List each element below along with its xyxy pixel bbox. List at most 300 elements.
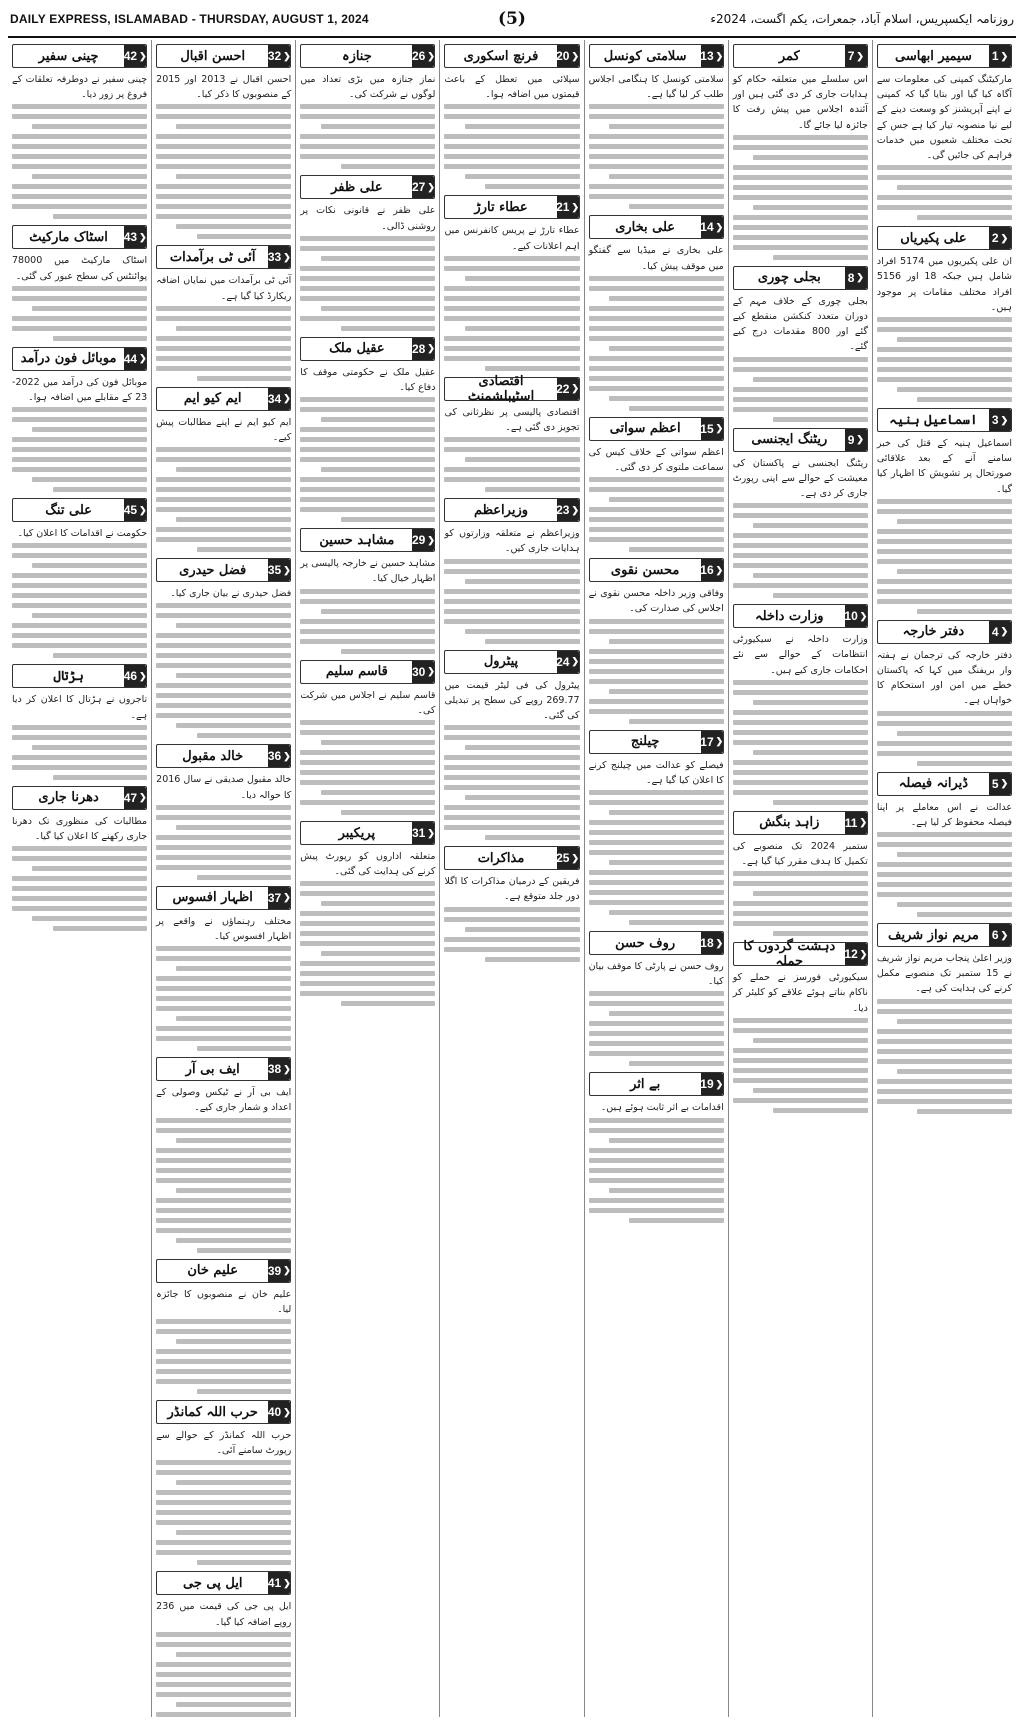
text-line	[300, 971, 435, 976]
text-line	[156, 366, 291, 371]
text-line	[12, 725, 147, 730]
text-line	[156, 653, 291, 658]
text-line	[300, 589, 435, 594]
text-line	[589, 114, 724, 119]
story-headline: کمر	[778, 48, 800, 64]
text-line	[877, 862, 1012, 867]
text-line	[589, 1021, 724, 1026]
text-line	[877, 1079, 1012, 1084]
text-line	[32, 306, 147, 311]
news-story	[444, 498, 579, 643]
story-number: 9	[847, 432, 855, 447]
story-headline-box	[444, 846, 579, 870]
text-line	[53, 653, 148, 658]
text-line	[877, 1029, 1012, 1034]
story-number: 46	[123, 669, 138, 684]
story-number-badge	[557, 499, 579, 521]
text-line	[32, 563, 147, 568]
story-number-badge	[268, 45, 290, 67]
story-number: 6	[991, 928, 999, 943]
text-line	[733, 1048, 868, 1053]
text-line	[197, 547, 292, 552]
text-line	[733, 533, 868, 538]
text-line	[321, 306, 436, 311]
text-line	[176, 1188, 291, 1193]
text-line	[589, 316, 724, 321]
text-line	[300, 720, 435, 725]
story-headline-box	[156, 1057, 291, 1081]
text-line	[753, 1038, 868, 1043]
story-headline-box	[733, 266, 868, 290]
text-line	[609, 1011, 724, 1016]
text-line	[485, 957, 580, 962]
text-line	[156, 497, 291, 502]
body-text-lines	[156, 306, 291, 381]
story-headline-box	[12, 664, 147, 688]
story-headline-box	[300, 660, 435, 684]
text-line	[300, 437, 435, 442]
chevron-right-icon: ❯	[715, 1078, 724, 1089]
body-text-lines	[589, 790, 724, 925]
text-line	[589, 840, 724, 845]
story-number: 2	[991, 231, 999, 246]
text-line	[176, 224, 291, 229]
story-headline: حرب اللہ کمانڈر	[167, 1404, 258, 1420]
text-line	[733, 780, 868, 785]
story-body: آئی ٹی برآمدات میں نمایاں اضافہ ریکارڈ کیا گیا ہے۔	[156, 275, 292, 302]
story-headline-box	[156, 44, 291, 68]
story-headline: مذاکرات	[477, 850, 525, 866]
text-line	[917, 761, 1012, 766]
story-headline-box	[733, 939, 868, 970]
chevron-right-icon: ❯	[571, 504, 580, 515]
body-text-lines	[300, 104, 435, 169]
body-text-lines	[733, 871, 868, 936]
text-line	[321, 790, 436, 795]
news-column	[439, 40, 583, 1717]
text-line	[156, 946, 291, 951]
text-line	[32, 866, 147, 871]
text-line	[156, 447, 291, 452]
text-line	[12, 643, 147, 648]
body-text-lines	[300, 881, 435, 1006]
story-headline-box	[300, 337, 435, 361]
story-number-badge	[845, 812, 867, 834]
story-body: احسن اقبال نے 2013 اور 2015 کے منصوبوں کا ذکر کیا۔	[156, 74, 292, 101]
text-line	[156, 1208, 291, 1213]
story-body: سیکیورٹی فورسز نے حملے کو ناکام بناتے ہوئے علاقے کو کلیئر کر دیا۔	[732, 972, 868, 1014]
story-headline-box	[877, 772, 1012, 796]
chevron-right-icon: ❯	[283, 564, 291, 575]
chevron-right-icon: ❯	[139, 670, 147, 681]
text-line	[176, 966, 291, 971]
story-body: اسماعیل ہنیہ کے قتل کی خبر سامنے آنے کے بعد علاقائی صورتحال پر تشویش کا اظہار کیا گیا۔	[876, 438, 1012, 495]
story-number-badge	[845, 605, 867, 627]
story-body: پیٹرول کی فی لیٹر قیمت میں 269.77 روپے کی سطح پر تبدیلی کی گئی۔	[444, 679, 580, 722]
story-headline: فرنچ اسکوری	[463, 48, 539, 64]
story-headline-box	[156, 387, 291, 411]
chevron-right-icon: ❯	[1000, 50, 1009, 61]
chevron-right-icon: ❯	[1000, 778, 1009, 789]
text-line	[629, 1218, 724, 1223]
story-number: 36	[267, 749, 282, 764]
story-number-badge	[845, 45, 867, 67]
text-line	[877, 529, 1012, 534]
story-headline: جنازہ	[341, 48, 372, 64]
text-line	[300, 941, 435, 946]
text-line	[156, 144, 291, 149]
text-line	[589, 477, 724, 482]
story-number-badge	[412, 45, 434, 67]
text-line	[589, 286, 724, 291]
news-story	[156, 1259, 291, 1394]
text-line	[444, 356, 579, 361]
text-line	[465, 745, 580, 750]
text-line	[321, 609, 436, 614]
story-number-badge	[268, 745, 290, 767]
text-line	[156, 1198, 291, 1203]
text-line	[300, 316, 435, 321]
text-line	[444, 907, 579, 912]
text-line	[156, 1550, 291, 1555]
text-line	[32, 477, 147, 482]
text-line	[733, 145, 868, 150]
text-line	[176, 467, 291, 472]
story-number: 27	[411, 180, 426, 195]
text-line	[12, 876, 147, 881]
text-line	[300, 931, 435, 936]
text-line	[156, 815, 291, 820]
text-line	[733, 911, 868, 916]
story-body: موبائل فون کی درآمد میں 2022-23 کے مقابلے میں اضافہ ہوا۔	[12, 376, 148, 404]
news-story	[300, 660, 435, 815]
story-number-badge	[412, 176, 434, 198]
text-line	[609, 689, 724, 694]
story-headline: پیٹرول	[483, 654, 519, 670]
story-number-badge	[701, 418, 723, 440]
text-line	[53, 214, 148, 219]
text-line	[609, 497, 724, 502]
body-text-lines	[733, 503, 868, 598]
story-headline: علی پکیریاں	[900, 230, 967, 246]
text-line	[753, 523, 868, 528]
text-line	[589, 699, 724, 704]
text-line	[156, 865, 291, 870]
story-headline-box	[733, 428, 868, 452]
text-line	[444, 336, 579, 341]
story-body: فضل حیدری نے بیان جاری کیا۔	[170, 588, 292, 600]
body-text-lines	[444, 256, 579, 371]
text-line	[300, 507, 435, 512]
story-headline: پریکیبر	[338, 825, 376, 841]
text-line	[589, 880, 724, 885]
text-line	[877, 357, 1012, 362]
text-line	[53, 926, 148, 931]
text-line	[589, 850, 724, 855]
chevron-right-icon: ❯	[283, 1265, 291, 1276]
text-line	[753, 1088, 868, 1093]
text-line	[156, 855, 291, 860]
text-line	[917, 1109, 1012, 1114]
story-body: چینی سفیر نے دوطرفہ تعلقات کے فروغ پر زور دیا۔	[12, 74, 148, 101]
text-line	[444, 765, 579, 770]
story-headline-box	[589, 558, 724, 582]
chevron-right-icon: ❯	[571, 50, 580, 61]
text-line	[877, 892, 1012, 897]
chevron-right-icon: ❯	[283, 1406, 291, 1417]
text-line	[877, 205, 1012, 210]
text-line	[733, 921, 868, 926]
story-body: اقتصادی پالیسی پر نظرثانی کی تجویز دی گئی ہے۔	[444, 406, 580, 434]
text-line	[733, 1078, 868, 1083]
text-line	[300, 921, 435, 926]
story-headline-box	[12, 786, 147, 810]
text-line	[156, 1178, 291, 1183]
text-line	[733, 135, 868, 140]
story-body: ایف بی آر نے ٹیکس وصولی کے اعداد و شمار جاری کیے۔	[156, 1087, 292, 1114]
text-line	[176, 673, 291, 678]
text-line	[444, 134, 579, 139]
text-line	[300, 780, 435, 785]
story-headline: احسن اقبال	[180, 48, 246, 64]
story-body: مطالبات کی منظوری تک دھرنا جاری رکھنے کا اعلان کیا گیا۔	[12, 815, 148, 843]
text-line	[156, 457, 291, 462]
text-line	[629, 1061, 724, 1066]
chevron-right-icon: ❯	[715, 564, 724, 575]
text-line	[176, 1702, 291, 1707]
story-headline-box	[300, 175, 435, 199]
text-line	[465, 276, 580, 281]
news-story	[877, 226, 1012, 402]
news-story	[300, 337, 435, 522]
story-number: 10	[844, 609, 858, 624]
text-line	[176, 1530, 291, 1535]
news-story	[12, 347, 147, 492]
text-line	[12, 286, 147, 291]
story-number-badge	[989, 621, 1011, 643]
text-line	[877, 1049, 1012, 1054]
text-line	[300, 760, 435, 765]
news-story	[732, 939, 868, 1113]
text-line	[877, 317, 1012, 322]
text-line	[733, 397, 868, 402]
chevron-right-icon: ❯	[139, 792, 147, 803]
text-line	[444, 346, 579, 351]
chevron-right-icon: ❯	[283, 1577, 291, 1588]
text-line	[444, 609, 579, 614]
text-line	[465, 457, 580, 462]
story-number: 42	[123, 49, 138, 63]
text-line	[300, 407, 435, 412]
text-line	[12, 457, 147, 462]
text-line	[897, 337, 1012, 342]
story-headline: مریم نواز شریف	[888, 927, 979, 943]
news-story	[12, 44, 147, 219]
masthead-english: DAILY EXPRESS, ISLAMABAD - THURSDAY, AUGUST 1, 2024	[10, 12, 369, 26]
text-line	[156, 693, 291, 698]
story-number: 7	[847, 49, 855, 63]
text-line	[156, 104, 291, 109]
text-line	[444, 589, 579, 594]
text-line	[300, 427, 435, 432]
text-line	[300, 457, 435, 462]
story-headline-box	[444, 498, 579, 522]
story-headline: ہڑتال	[53, 668, 84, 684]
body-text-lines	[444, 907, 579, 962]
text-line	[897, 519, 1012, 524]
text-line	[877, 499, 1012, 504]
text-line	[589, 820, 724, 825]
text-line	[589, 1168, 724, 1173]
text-line	[176, 174, 291, 179]
text-line	[877, 872, 1012, 877]
text-line	[609, 174, 724, 179]
story-number-badge	[268, 887, 290, 909]
story-headline: اعظم سواتی	[609, 421, 681, 437]
story-number-badge	[701, 731, 723, 753]
body-text-lines	[12, 104, 147, 219]
text-line	[176, 825, 291, 830]
text-line	[589, 1208, 724, 1213]
text-line	[609, 296, 724, 301]
story-number: 13	[700, 49, 714, 63]
text-line	[32, 745, 147, 750]
text-line	[156, 1329, 291, 1334]
story-headline-box	[444, 650, 579, 674]
text-line	[156, 1006, 291, 1011]
text-line	[485, 639, 580, 644]
story-headline-box	[444, 373, 580, 404]
text-line	[12, 437, 147, 442]
text-line	[589, 376, 724, 381]
text-line	[733, 710, 868, 715]
text-line	[300, 246, 435, 251]
text-line	[444, 569, 579, 574]
story-body: سلامتی کونسل کا ہنگامی اجلاس طلب کر لیا گیا ہے۔	[588, 74, 724, 101]
story-body: بجلی چوری کے خلاف مہم کے دوران متعدد کنکشن منقطع کیے گئے اور 800 مقدمات درج کیے گئے۔	[732, 295, 868, 353]
chevron-right-icon: ❯	[1000, 929, 1009, 940]
news-story	[156, 44, 291, 239]
story-headline: اسٹاک مارکیٹ	[29, 229, 108, 245]
text-line	[300, 750, 435, 755]
text-line	[12, 896, 147, 901]
story-number-badge	[412, 661, 434, 683]
story-number: 24	[556, 654, 570, 669]
chevron-right-icon: ❯	[427, 50, 435, 61]
story-headline-box	[12, 44, 147, 68]
chevron-right-icon: ❯	[571, 201, 580, 212]
text-line	[321, 740, 436, 745]
text-line	[300, 891, 435, 896]
text-line	[197, 1389, 292, 1394]
body-text-lines	[733, 135, 868, 260]
text-line	[733, 407, 868, 412]
text-line	[300, 881, 435, 886]
story-number-badge	[268, 1058, 290, 1080]
story-headline: عقیل ملک	[329, 341, 385, 357]
text-line	[156, 356, 291, 361]
story-body: متعلقہ اداروں کو رپورٹ پیش کرنے کی ہدایت کی گئی۔	[300, 851, 436, 878]
text-line	[917, 912, 1012, 917]
text-line	[589, 144, 724, 149]
text-line	[300, 296, 435, 301]
story-number: 15	[700, 421, 714, 436]
text-line	[589, 184, 724, 189]
text-line	[877, 165, 1012, 170]
chevron-right-icon: ❯	[139, 504, 147, 515]
body-text-lines	[12, 846, 147, 931]
story-number: 41	[267, 1576, 282, 1591]
story-number: 32	[267, 49, 282, 63]
chevron-right-icon: ❯	[859, 948, 868, 959]
text-line	[589, 104, 724, 109]
story-headline: موبائل فون درآمد	[20, 351, 117, 367]
text-line	[12, 407, 147, 412]
story-headline-box	[12, 347, 147, 371]
body-text-lines	[589, 104, 724, 209]
text-line	[877, 367, 1012, 372]
text-line	[32, 174, 147, 179]
body-text-lines	[589, 991, 724, 1066]
story-headline-box	[300, 821, 435, 845]
chevron-right-icon: ❯	[283, 50, 291, 61]
text-line	[589, 870, 724, 875]
text-line	[877, 1039, 1012, 1044]
story-number: 4	[991, 624, 999, 639]
story-number: 40	[267, 1405, 282, 1420]
text-line	[444, 114, 579, 119]
text-line	[733, 195, 868, 200]
text-line	[753, 700, 868, 705]
text-line	[444, 144, 579, 149]
text-line	[197, 234, 292, 239]
story-number-badge	[989, 773, 1011, 795]
story-headline-box	[877, 923, 1012, 947]
text-line	[897, 185, 1012, 190]
story-headline: علی تنگ	[45, 502, 92, 518]
text-line	[773, 800, 868, 805]
story-headline-box	[589, 44, 724, 68]
text-line	[300, 236, 435, 241]
text-line	[156, 527, 291, 532]
text-line	[156, 1369, 291, 1374]
body-text-lines	[877, 711, 1012, 766]
text-line	[465, 124, 580, 129]
text-line	[629, 719, 724, 724]
text-line	[589, 1041, 724, 1046]
news-story	[589, 417, 724, 552]
text-line	[589, 487, 724, 492]
news-story	[156, 886, 291, 1051]
text-line	[733, 680, 868, 685]
story-number-badge	[268, 246, 290, 268]
story-headline-box	[156, 1571, 291, 1595]
text-line	[877, 741, 1012, 746]
story-number-badge	[268, 559, 290, 581]
text-line	[897, 852, 1012, 857]
chevron-right-icon: ❯	[283, 750, 291, 761]
text-line	[589, 306, 724, 311]
text-line	[733, 553, 868, 558]
text-line	[156, 1540, 291, 1545]
text-line	[589, 154, 724, 159]
story-headline: بجلی چوری	[757, 270, 821, 286]
story-number: 19	[700, 1077, 714, 1092]
story-body: ان علی پکیریوں میں 5174 افراد شامل ہیں جبکہ 18 اور 5156 افراد مختلف مقامات پر موجود ہیں۔	[876, 256, 1012, 313]
text-line	[156, 114, 291, 119]
text-line	[12, 755, 147, 760]
text-line	[176, 1339, 291, 1344]
